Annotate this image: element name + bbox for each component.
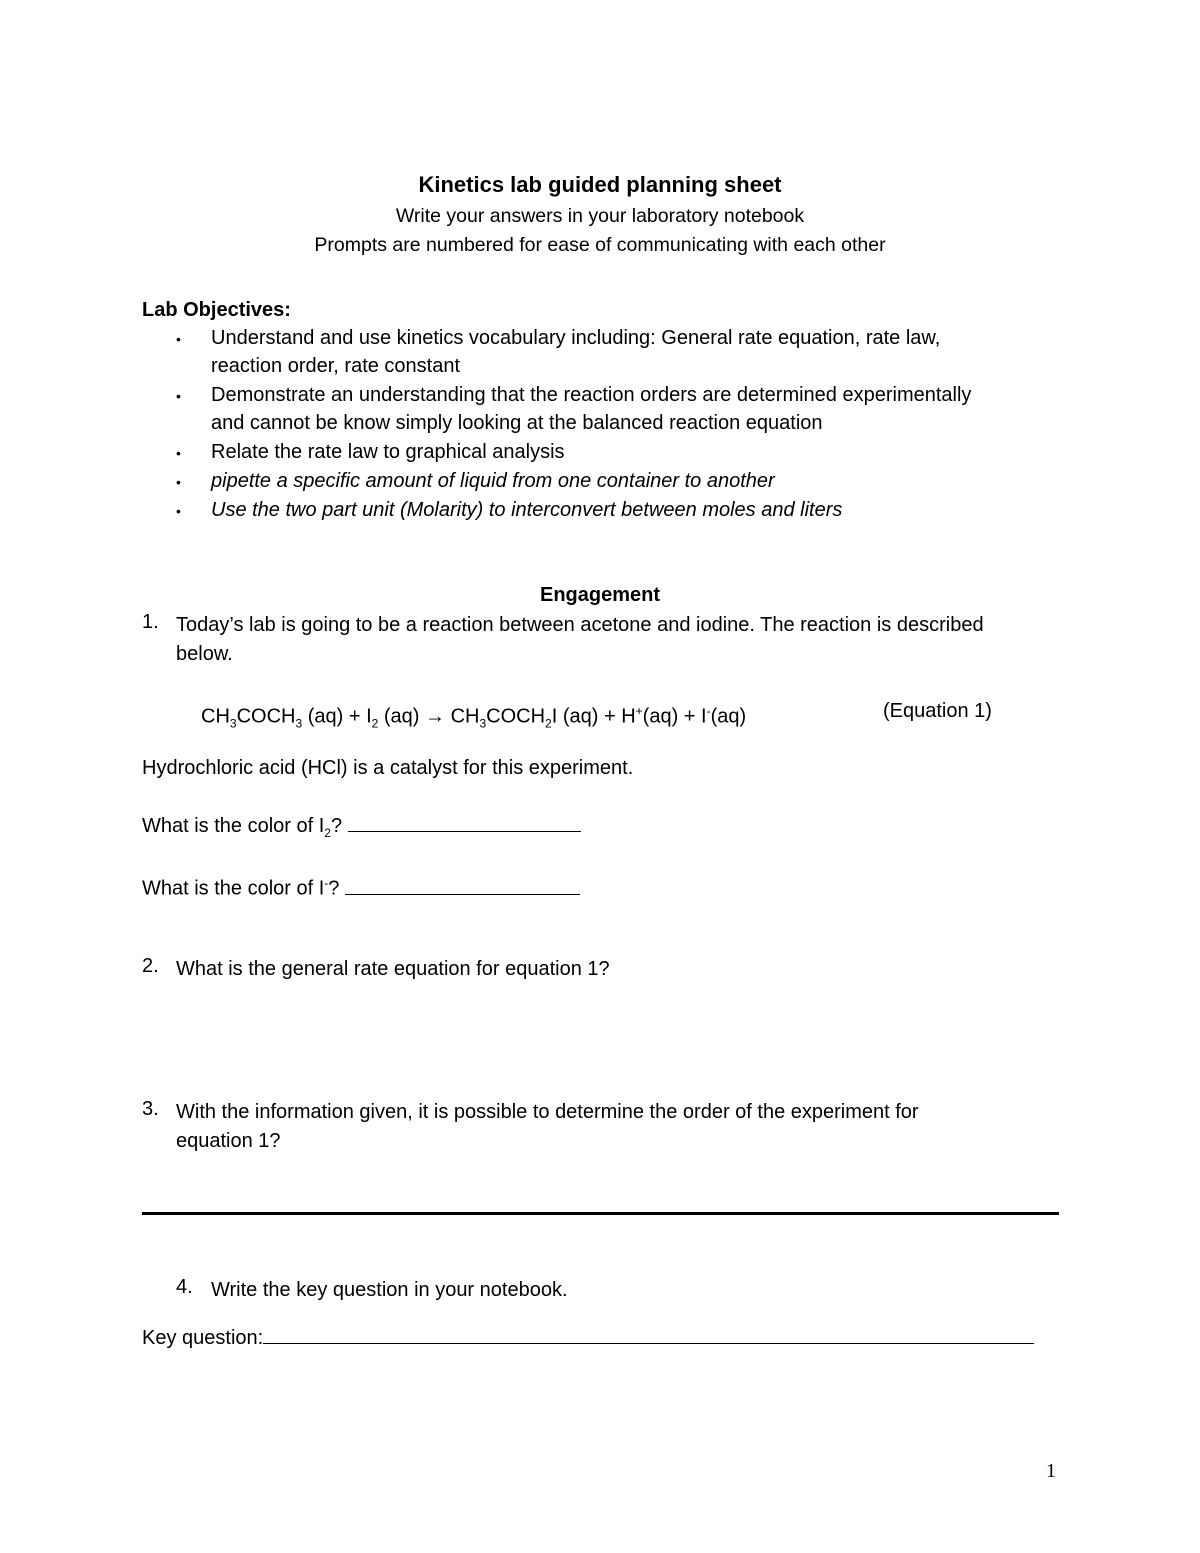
objective-1-line-2: reaction order, rate constant (211, 355, 461, 377)
question-2-number: 2. (142, 955, 159, 977)
question-1-line-1: Today’s lab is going to be a reaction between acetone and iodine. The reaction is described (176, 614, 984, 636)
question-1-line-2: below. (176, 643, 233, 665)
catalyst-note: Hydrochloric acid (HCl) is a catalyst for this experiment. (142, 757, 634, 779)
page-number: 1 (1046, 1460, 1056, 1482)
question-4-number: 4. (176, 1276, 193, 1298)
question-3-line-2: equation 1? (176, 1130, 281, 1152)
bullet-icon: • (176, 331, 181, 347)
color-question-iodide: What is the color of I-? (142, 869, 580, 903)
question-2-text: What is the general rate equation for equation 1? (176, 958, 610, 980)
equation-label: (Equation 1) (883, 700, 992, 722)
subtitle-line-2: Prompts are numbered for ease of communicating with each other (314, 234, 886, 256)
bullet-icon: • (176, 445, 181, 461)
subtitle-line-1: Write your answers in your laboratory notebook (395, 205, 805, 227)
objective-5: Use the two part unit (Molarity) to interconvert between moles and liters (211, 499, 843, 521)
engagement-heading: Engagement (539, 584, 661, 606)
objective-2-line-2: and cannot be know simply looking at the balanced reaction equation (211, 412, 823, 434)
answer-blank-iodide[interactable] (345, 874, 580, 895)
section-divider (142, 1212, 1059, 1215)
arrow-right-icon: → (425, 705, 446, 728)
key-question-row (142, 1323, 1034, 1352)
bullet-icon: • (176, 474, 181, 490)
question-1-number: 1. (142, 611, 159, 633)
key-question-label: Key question: (142, 1327, 264, 1349)
objective-1-line-1: Understand and use kinetics vocabulary including: General rate equation, rate law, (211, 327, 941, 349)
objective-3: Relate the rate law to graphical analysis (211, 441, 565, 463)
page-title: Kinetics lab guided planning sheet (418, 172, 782, 197)
question-4-text: Write the key question in your notebook. (211, 1279, 568, 1301)
objectives-heading: Lab Objectives: (142, 299, 291, 321)
question-3-line-1: With the information given, it is possible to determine the order of the experiment for (176, 1101, 919, 1123)
bullet-icon: • (176, 388, 181, 404)
question-3-number: 3. (142, 1098, 159, 1120)
key-question-blank[interactable] (263, 1323, 1034, 1344)
objective-4: pipette a specific amount of liquid from one container to another (211, 470, 775, 492)
bullet-icon: • (176, 503, 181, 519)
color-question-i2: What is the color of $I_2$? (142, 811, 581, 847)
reaction-equation: $CH_3COCH_3$ $(aq) + I_2$ $(aq) \to CH_3COCH_2I$ (aq) + H+(aq) + I-(aq) (201, 704, 747, 731)
answer-blank-i2[interactable] (348, 811, 581, 832)
objective-2-line-1: Demonstrate an understanding that the reaction orders are determined experimentally (211, 384, 972, 406)
